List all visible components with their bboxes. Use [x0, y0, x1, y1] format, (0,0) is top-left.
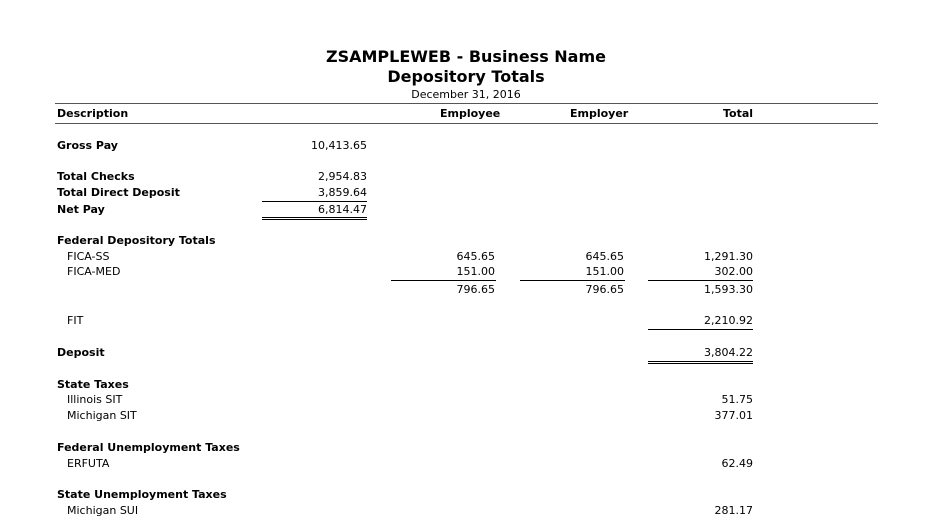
deposit-double-rule-2 — [648, 363, 753, 364]
fica-med-label: FICA-MED — [67, 265, 121, 278]
fica-med-employer: 151.00 — [585, 265, 624, 278]
michigan-sui-total: 281.17 — [714, 504, 753, 517]
fit-label: FIT — [67, 314, 84, 327]
federal-unemployment-heading: Federal Unemployment Taxes — [57, 441, 240, 454]
fica-ss-employer: 645.65 — [585, 250, 624, 263]
erfuta-label: ERFUTA — [67, 457, 110, 470]
total-direct-deposit-amount: 3,859.64 — [318, 186, 367, 199]
federal-subtotal-rule-employer — [520, 280, 625, 281]
deposit-double-rule-1 — [648, 361, 753, 362]
state-taxes-heading: State Taxes — [57, 378, 129, 391]
michigan-sit-label: Michigan SIT — [67, 409, 137, 422]
federal-depository-heading: Federal Depository Totals — [57, 234, 216, 247]
column-header-employee: Employee — [440, 107, 501, 120]
net-pay-amount: 6,814.47 — [318, 203, 367, 216]
federal-subtotal-total: 1,593.30 — [704, 283, 753, 296]
net-pay-top-rule — [262, 201, 367, 202]
header-bottom-rule — [55, 123, 878, 124]
federal-subtotal-employee: 796.65 — [456, 283, 495, 296]
fica-med-total: 302.00 — [714, 265, 753, 278]
deposit-label: Deposit — [57, 346, 105, 359]
report-date: December 31, 2016 — [411, 88, 521, 101]
fica-ss-total: 1,291.30 — [704, 250, 753, 263]
column-header-total: Total — [723, 107, 754, 120]
deposit-total: 3,804.22 — [704, 346, 753, 359]
federal-subtotal-employer: 796.65 — [585, 283, 624, 296]
fica-ss-label: FICA-SS — [67, 250, 110, 263]
fit-underline — [648, 329, 753, 330]
net-pay-double-rule-2 — [262, 219, 367, 220]
federal-subtotal-rule-total — [648, 280, 753, 281]
gross-pay-amount: 10,413.65 — [311, 139, 367, 152]
net-pay-label: Net Pay — [57, 203, 105, 216]
fit-total: 2,210.92 — [704, 314, 753, 327]
fica-ss-employee: 645.65 — [456, 250, 495, 263]
report-title: Depository Totals — [387, 67, 545, 86]
illinois-sit-total: 51.75 — [721, 393, 753, 406]
total-checks-amount: 2,954.83 — [318, 170, 367, 183]
erfuta-total: 62.49 — [721, 457, 753, 470]
column-header-description: Description — [57, 107, 129, 120]
company-name: ZSAMPLEWEB - Business Name — [326, 47, 606, 66]
federal-subtotal-rule-employee — [391, 280, 496, 281]
gross-pay-label: Gross Pay — [57, 139, 118, 152]
column-header-employer: Employer — [570, 107, 629, 120]
total-checks-label: Total Checks — [57, 170, 135, 183]
header-top-rule — [55, 103, 878, 104]
state-unemployment-heading: State Unemployment Taxes — [57, 488, 227, 501]
total-direct-deposit-label: Total Direct Deposit — [57, 186, 180, 199]
michigan-sit-total: 377.01 — [714, 409, 753, 422]
illinois-sit-label: Illinois SIT — [67, 393, 123, 406]
michigan-sui-label: Michigan SUI — [67, 504, 139, 517]
fica-med-employee: 151.00 — [456, 265, 495, 278]
net-pay-double-rule-1 — [262, 217, 367, 218]
